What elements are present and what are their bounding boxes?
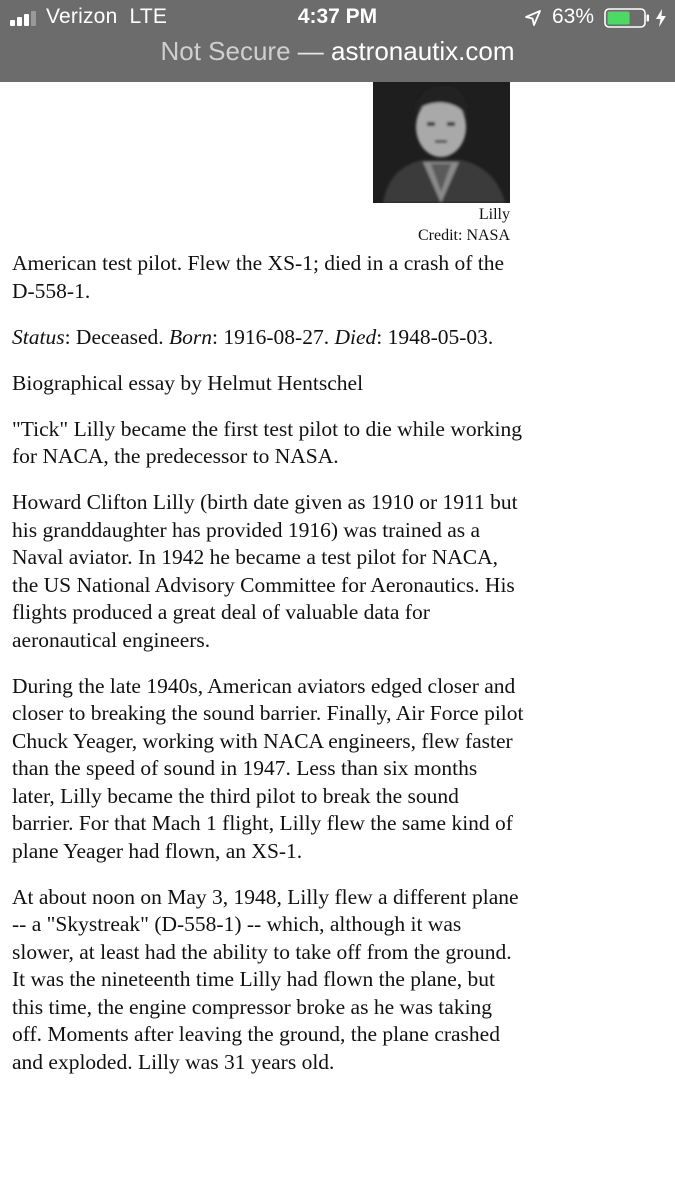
caption-credit: Credit: NASA [418,227,510,244]
browser-chrome [0,0,675,82]
location-icon [524,9,542,27]
born-label: Born [169,324,213,349]
died-label: Died [334,324,377,349]
battery-icon [604,8,650,28]
charging-icon [654,8,668,28]
status-value: : Deceased. [64,324,170,349]
status-label: Status [12,324,65,349]
url-host[interactable]: astronautix.com [331,36,515,66]
paragraph: "Tick" Lilly became the first test pilot to die while working for NACA, the predecessor to NASA. [12,416,522,468]
paragraph: During the late 1940s, American aviators edged closer and closer to breaking the sound barrier. Finally, Air Force pilot Chuck Yeager, working with NACA engineers, flew faster than the speed of sound in 1947. Less than six months later, Lilly became the third pilot to break the sound barrier. For that Mach 1 flight, Lilly flew the same kind of plane Yeager had flown, an XS-1. [12,673,524,863]
carrier-name: Verizon [46,5,118,28]
carrier-label [46,5,167,29]
network-type: LTE [129,5,168,28]
byline: Biographical essay by Helmut Hentschel [12,370,364,395]
portrait-photo [373,82,510,203]
security-indicator[interactable]: Not Secure [160,36,291,66]
intro-paragraph: American test pilot. Flew the XS-1; died in a crash of the D-558-1. [12,251,504,303]
status-line [12,324,524,352]
portrait-image [373,82,510,203]
battery-percent: 63% [552,5,595,28]
url-separator: — [290,36,331,66]
signal-icon [10,10,42,26]
status-bar [0,0,675,36]
died-value: : 1948-05-03. [376,324,494,349]
photo-caption [310,204,510,246]
clock: 4:37 PM [297,5,378,28]
paragraph: At about noon on May 3, 1948, Lilly flew a different plane -- a "Skystreak" (D-558-1) -- which, although it was slower, at least had the ability to take off from the ground. It was the nineteenth time Lilly had flown the plane, but this time, the engine compressor broke as he was taking off. Moments after leaving the ground, the plane crashed and exploded. Lilly was 31 years old. [12,884,519,1074]
article-body [12,250,524,1095]
born-value: : 1916-08-27. [212,324,335,349]
paragraph: Howard Clifton Lilly (birth date given as 1910 or 1911 but his granddaughter has provided 1916) was trained as a Naval aviator. In 1942 he became a test pilot for NACA, the US National Advisory Committee for Aeronautics. His flights produced a great deal of valuable data for aeronautical engineers. [12,490,518,652]
address-bar[interactable] [0,36,675,70]
caption-name: Lilly [478,206,510,223]
